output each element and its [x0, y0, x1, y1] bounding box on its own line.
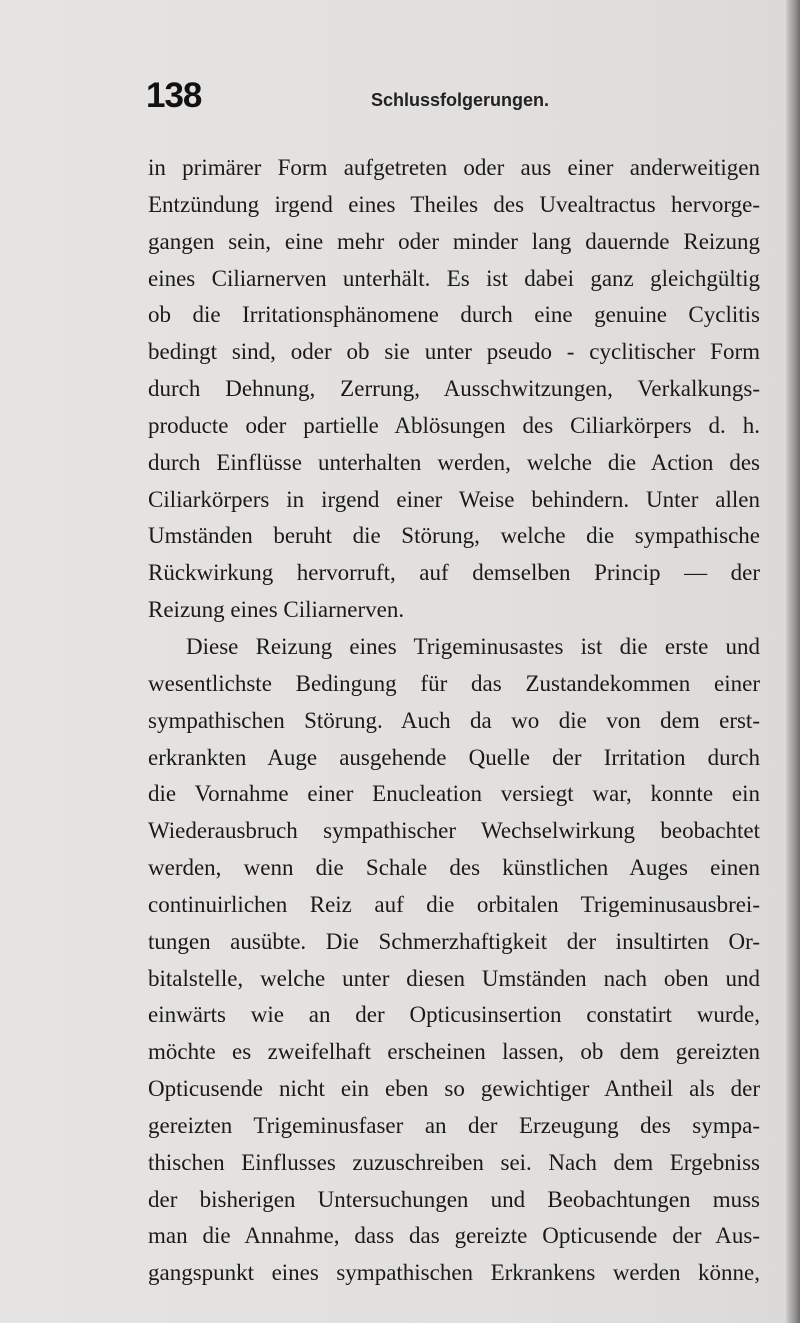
text-line: durch Dehnung, Zerrung, Ausschwitzungen, Verkalkungs- — [148, 376, 760, 402]
text-line: Rückwirkung hervorruft, auf demselben Princip — der — [148, 560, 760, 586]
text-line: Umständen beruht die Störung, welche die sympathische — [148, 523, 760, 549]
text-line: bedingt sind, oder ob sie unter pseudo - cyclitischer Form — [148, 339, 760, 365]
text-line: bitalstelle, welche unter diesen Umständen nach oben und — [148, 965, 760, 991]
text-line: einwärts wie an der Opticusinsertion constatirt wurde, — [148, 1002, 760, 1028]
text-line: wesentlichste Bedingung für das Zustandekommen einer — [148, 670, 760, 696]
text-line: gangen sein, eine mehr oder minder lang dauernde Reizung — [148, 228, 760, 254]
text-line: durch Einflüsse unterhalten werden, welche die Action des — [148, 449, 760, 475]
text-line: ob die Irritationsphänomene durch eine genuine Cyclitis — [148, 302, 760, 328]
page-edge-shadow — [786, 0, 800, 1323]
text-line: sympathischen Störung. Auch da wo die von dem erst- — [148, 707, 760, 733]
text-line: werden, wenn die Schale des künstlichen Auges einen — [148, 855, 760, 881]
text-line: Wiederausbruch sympathischer Wechselwirkung beobachtet — [148, 818, 760, 844]
text-line: möchte es zweifelhaft erscheinen lassen, ob dem gereizten — [148, 1039, 760, 1065]
text-line: Reizung eines Ciliarnerven. — [148, 597, 405, 623]
text-line: Entzündung irgend eines Theiles des Uvealtractus hervorge- — [148, 191, 760, 217]
running-head: Schlussfolgerungen. — [371, 90, 550, 110]
text-line: der bisherigen Untersuchungen und Beobachtungen muss — [148, 1186, 760, 1212]
text-line: Diese Reizung eines Trigeminusastes ist die erste und — [186, 633, 760, 659]
text-line: continuirlichen Reiz auf die orbitalen Trigeminusausbrei- — [148, 891, 760, 917]
page-number: 138 — [146, 76, 202, 115]
text-line: gereizten Trigeminusfaser an der Erzeugung des sympa- — [148, 1112, 760, 1138]
text-line: man die Annahme, dass das gereizte Opticusende der Aus- — [148, 1223, 760, 1249]
text-line: gangspunkt eines sympathischen Erkrankens werden könne, — [148, 1260, 760, 1286]
text-line: eines Ciliarnerven unterhält. Es ist dabei ganz gleichgültig — [148, 265, 760, 291]
text-line: Opticusende nicht ein eben so gewichtiger Antheil als der — [148, 1076, 760, 1102]
text-line: die Vornahme einer Enucleation versiegt war, konnte ein — [148, 781, 760, 807]
text-line: producte oder partielle Ablösungen des Ciliarkörpers d. h. — [148, 412, 760, 438]
text-line: tungen ausübte. Die Schmerzhaftigkeit der insultirten Or- — [148, 928, 760, 954]
body-text — [148, 150, 760, 1292]
text-line: thischen Einflusses zuzuschreiben sei. Nach dem Ergebniss — [148, 1149, 760, 1175]
text-line: Ciliarkörpers in irgend einer Weise behindern. Unter allen — [148, 486, 760, 512]
text-line: in primärer Form aufgetreten oder aus einer anderweitigen — [148, 155, 760, 180]
text-line: erkrankten Auge ausgehende Quelle der Irritation durch — [148, 744, 760, 770]
